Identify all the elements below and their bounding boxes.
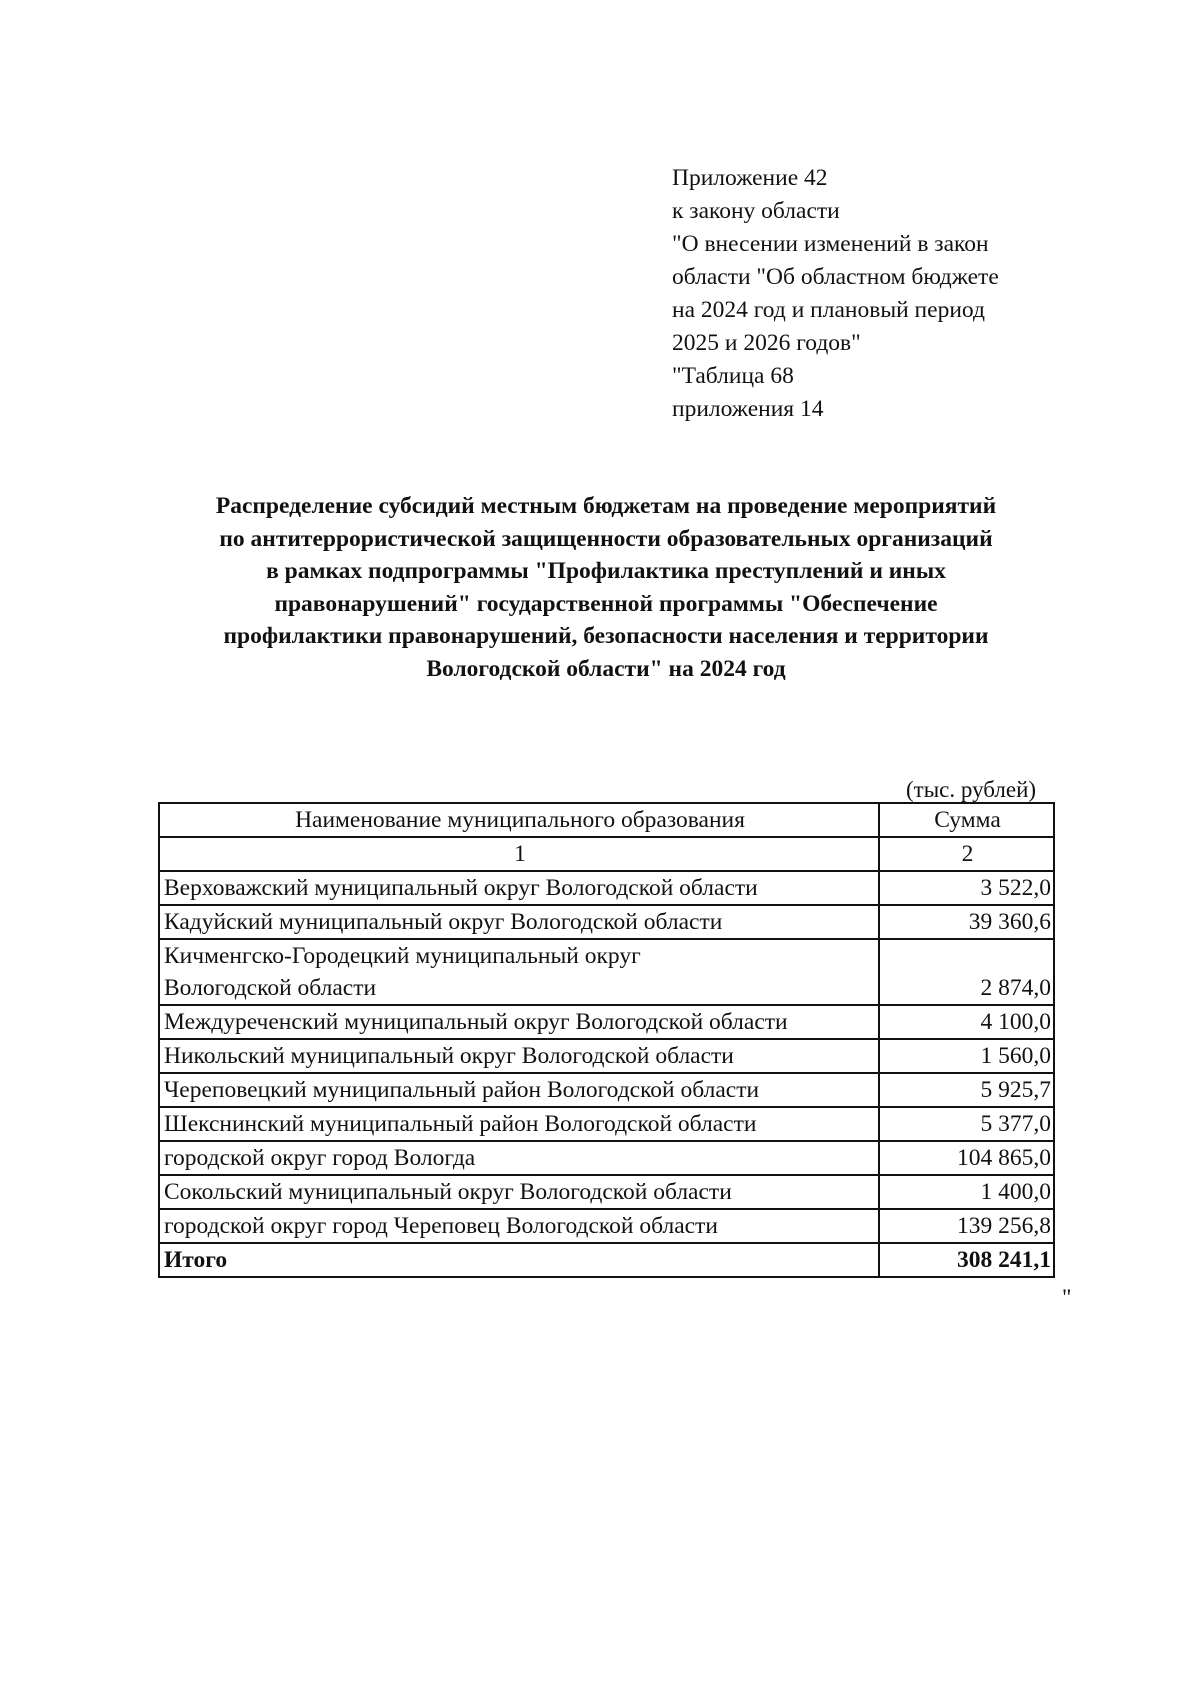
closing-quote: " xyxy=(1062,1285,1072,1310)
appendix-line: 2025 и 2026 годов" xyxy=(672,330,861,356)
table-row xyxy=(159,1073,1054,1107)
table-row xyxy=(159,1005,1054,1039)
appendix-line: "Таблица 68 xyxy=(672,363,794,389)
appendix-line: области "Об областном бюджете xyxy=(672,264,999,290)
row-name: Верховажский муниципальный округ Вологодской области xyxy=(159,871,879,905)
row-name: Сокольский муниципальный округ Вологодской области xyxy=(159,1175,879,1209)
column-number-row xyxy=(159,837,1054,871)
document-title xyxy=(150,490,1062,685)
appendix-line: к закону области xyxy=(672,198,840,224)
title-line: профилактики правонарушений, безопасности населения и территории xyxy=(223,623,989,649)
row-amount: 2 874,0 xyxy=(879,939,1054,1005)
appendix-line: "О внесении изменений в закон xyxy=(672,231,989,257)
title-line: Вологодской области" на 2024 год xyxy=(426,655,786,682)
row-amount: 1 400,0 xyxy=(879,1175,1054,1209)
row-amount: 4 100,0 xyxy=(879,1005,1054,1039)
table-row xyxy=(159,1209,1054,1243)
total-row xyxy=(159,1243,1054,1277)
total-amount: 308 241,1 xyxy=(879,1243,1054,1277)
row-name-line: Вологодской области xyxy=(164,975,377,1001)
row-amount: 139 256,8 xyxy=(879,1209,1054,1243)
table-row xyxy=(159,1175,1054,1209)
row-amount: 39 360,6 xyxy=(879,905,1054,939)
row-name: Кадуйский муниципальный округ Вологодской области xyxy=(159,905,879,939)
title-line: в рамках подпрограммы "Профилактика преступлений и иных xyxy=(266,558,946,584)
table-row xyxy=(159,1141,1054,1175)
header-sum: Сумма xyxy=(879,803,1054,837)
row-amount: 1 560,0 xyxy=(879,1039,1054,1073)
unit-label: (тыс. рублей) xyxy=(906,777,1037,802)
row-name: Междуреченский муниципальный округ Вологодской области xyxy=(159,1005,879,1039)
appendix-line: на 2024 год и плановый период xyxy=(672,297,985,323)
appendix-line: приложения 14 xyxy=(672,396,824,422)
header-name: Наименование муниципального образования xyxy=(159,803,879,837)
row-name: Череповецкий муниципальный район Вологодской области xyxy=(159,1073,879,1107)
row-name: городской округ город Череповец Вологодской области xyxy=(159,1209,879,1243)
row-name-line: Кичменгско-Городецкий муниципальный округ xyxy=(164,943,641,969)
table-row xyxy=(159,939,1054,1005)
table-row xyxy=(159,905,1054,939)
row-name xyxy=(159,939,879,1005)
row-amount: 5 925,7 xyxy=(879,1073,1054,1107)
total-label: Итого xyxy=(159,1243,879,1277)
row-name: Шекснинский муниципальный район Вологодской области xyxy=(159,1107,879,1141)
row-name: городской округ город Вологда xyxy=(159,1141,879,1175)
appendix-reference xyxy=(672,162,999,426)
table-row xyxy=(159,871,1054,905)
table-header-row xyxy=(159,803,1054,837)
column-number: 1 xyxy=(159,837,879,871)
column-number: 2 xyxy=(879,837,1054,871)
title-line: по антитеррористической защищенности образовательных организаций xyxy=(219,525,993,552)
title-line: правонарушений" государственной программы "Обеспечение xyxy=(274,590,938,617)
row-amount: 5 377,0 xyxy=(879,1107,1054,1141)
table-row xyxy=(159,1107,1054,1141)
title-line: Распределение субсидий местным бюджетам на проведение мероприятий xyxy=(215,493,997,519)
appendix-line: Приложение 42 xyxy=(672,165,828,191)
row-amount: 104 865,0 xyxy=(879,1141,1054,1175)
table-row xyxy=(159,1039,1054,1073)
subsidy-table xyxy=(158,802,1055,1278)
row-amount: 3 522,0 xyxy=(879,871,1054,905)
row-name: Никольский муниципальный округ Вологодской области xyxy=(159,1039,879,1073)
